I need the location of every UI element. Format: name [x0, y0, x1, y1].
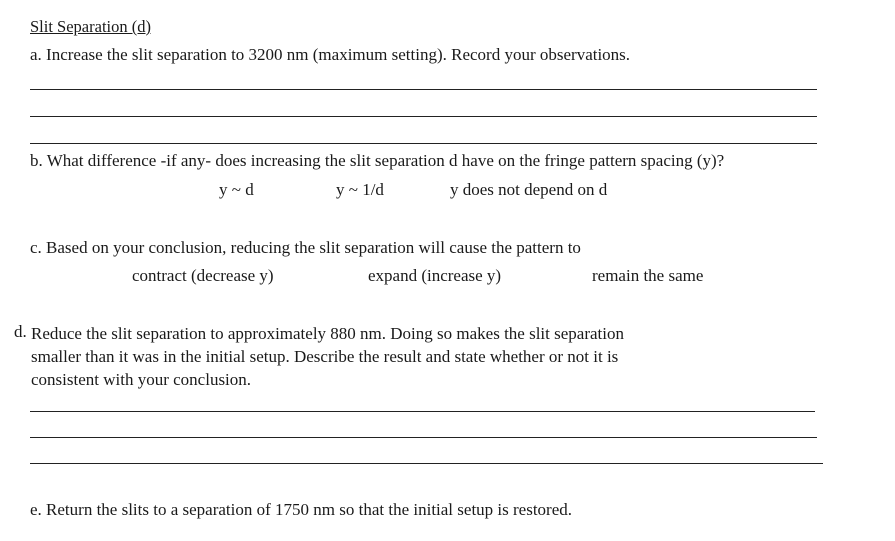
option-c-2[interactable]: expand (increase y): [368, 266, 502, 285]
question-d-line: smaller than it was in the initial setup. Describe the result and state whether or not it is: [31, 347, 619, 366]
answer-line-d1[interactable]: [30, 411, 815, 412]
question-c: c. Based on your conclusion, reducing the slit separation will cause the pattern to: [30, 238, 581, 257]
question-d-line: Reduce the slit separation to approximately 880 nm. Doing so makes the slit separation: [31, 324, 624, 343]
option-b-2[interactable]: y ~ 1/d: [336, 180, 384, 199]
answer-line-a1[interactable]: [30, 89, 817, 90]
answer-line-d3[interactable]: [30, 463, 823, 464]
question-b: b. What difference -if any- does increasing the slit separation d have on the fringe pattern spacing (y)?: [30, 151, 725, 170]
option-b-3[interactable]: y does not depend on d: [450, 180, 608, 199]
question-d: [31, 322, 624, 391]
question-d-label: d.: [14, 322, 27, 341]
question-e: e. Return the slits to a separation of 1750 nm so that the initial setup is restored.: [30, 500, 573, 519]
answer-line-a3[interactable]: [30, 143, 817, 144]
option-b-1[interactable]: y ~ d: [219, 180, 254, 199]
answer-line-d2[interactable]: [30, 437, 817, 438]
option-c-3[interactable]: remain the same: [592, 266, 704, 285]
answer-line-a2[interactable]: [30, 116, 817, 117]
section-heading: Slit Separation (d): [30, 17, 151, 36]
question-a: a. Increase the slit separation to 3200 nm (maximum setting). Record your observations.: [30, 45, 631, 64]
question-d-line: consistent with your conclusion.: [31, 370, 252, 389]
option-c-1[interactable]: contract (decrease y): [132, 266, 274, 285]
